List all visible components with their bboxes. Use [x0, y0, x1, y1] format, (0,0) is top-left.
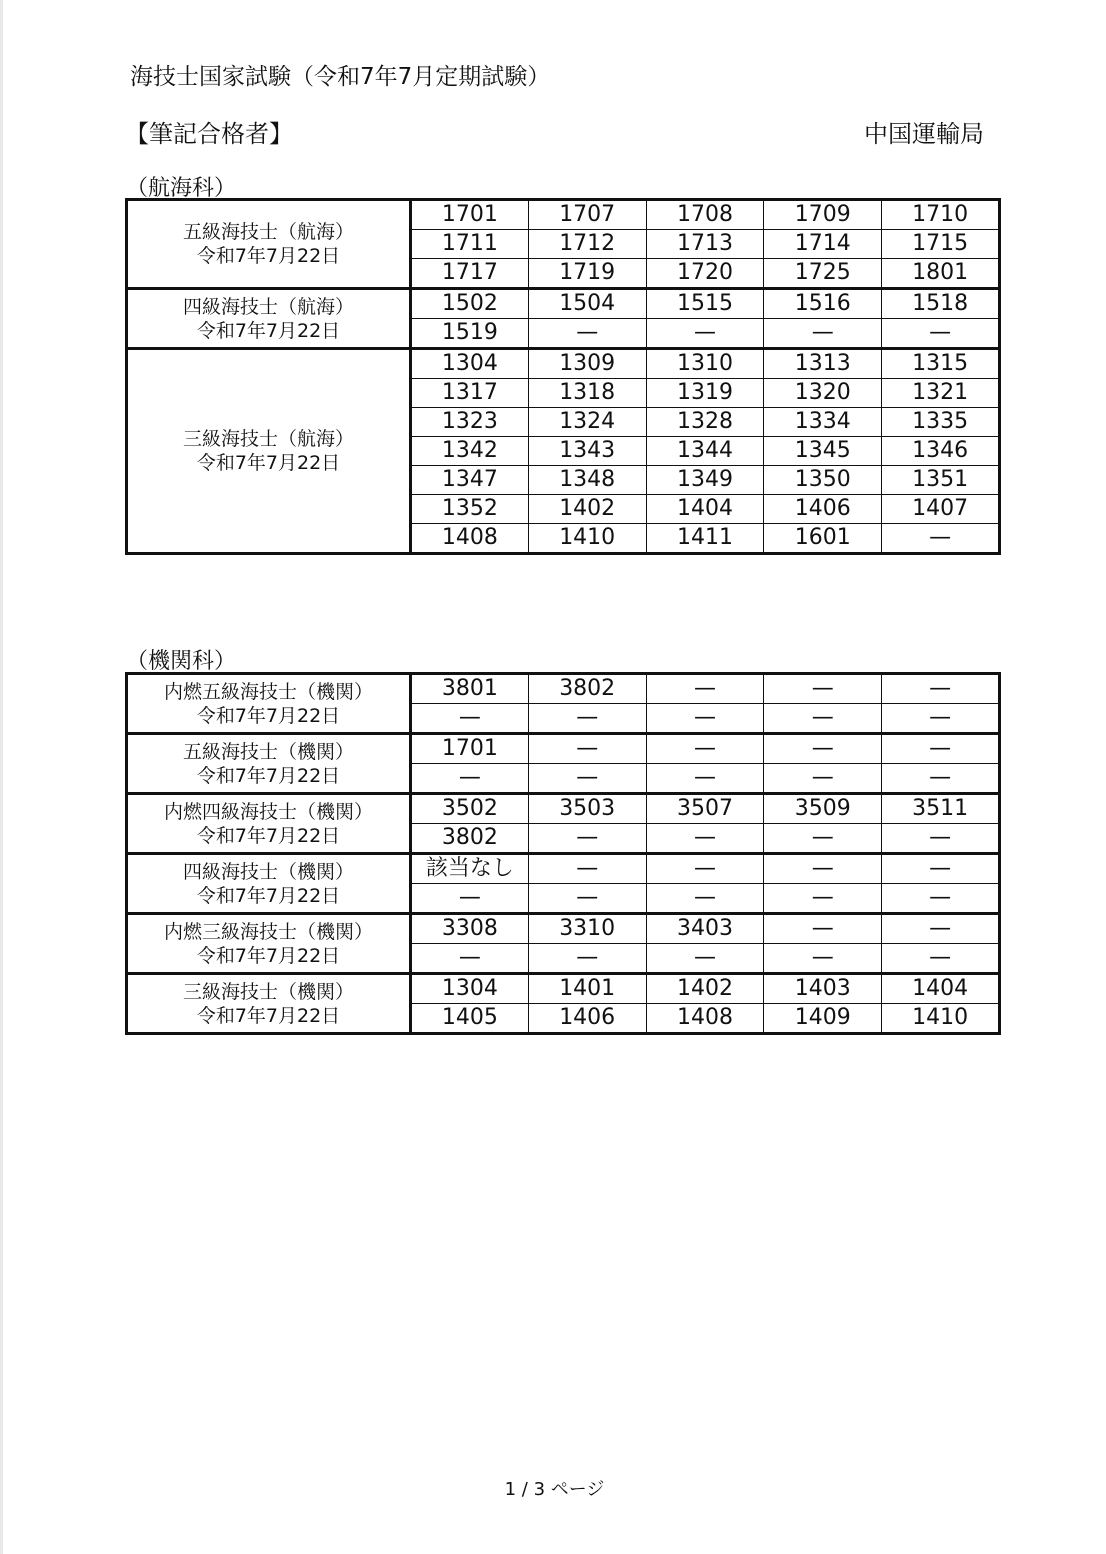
exam-number-cell: — [882, 674, 1000, 704]
exam-number-cell: — [411, 944, 529, 974]
exam-number-cell: — [764, 824, 882, 854]
exam-number-cell: 1708 [646, 200, 764, 230]
exam-number-cell: — [646, 734, 764, 764]
exam-number-cell: 1516 [764, 289, 882, 319]
exam-number-cell: 1401 [528, 974, 646, 1004]
exam-number-cell: — [882, 764, 1000, 794]
exam-number-cell: — [528, 884, 646, 914]
exam-date: 令和7年7月22日 [196, 764, 341, 787]
exam-number-cell: 1406 [528, 1004, 646, 1034]
exam-number-cell: 1334 [764, 408, 882, 437]
exam-number-cell: 1304 [411, 349, 529, 379]
grade-name: 三級海技士（機関） [182, 980, 354, 1003]
exam-number-cell: — [882, 524, 1000, 554]
exam-number-cell: 1801 [882, 259, 1000, 289]
table-row [127, 674, 1000, 704]
exam-date: 令和7年7月22日 [196, 884, 341, 907]
exam-number-cell: 1343 [528, 437, 646, 466]
exam-number-cell: — [764, 944, 882, 974]
exam-number-cell: 1515 [646, 289, 764, 319]
exam-number-cell: 1502 [411, 289, 529, 319]
grade-name: 四級海技士（航海） [182, 295, 354, 318]
exam-number-cell: 該当なし [411, 854, 529, 884]
exam-number-cell: 1347 [411, 466, 529, 495]
grade-cell [127, 289, 411, 349]
exam-number-cell: — [411, 704, 529, 734]
exam-number-cell: — [411, 764, 529, 794]
exam-number-cell: 1315 [882, 349, 1000, 379]
table-row [127, 914, 1000, 944]
exam-number-cell: — [764, 704, 882, 734]
issuing-bureau: 中国運輸局 [864, 120, 984, 148]
exam-number-cell: 1710 [882, 200, 1000, 230]
exam-number-cell: 1408 [411, 524, 529, 554]
exam-number-cell: 1411 [646, 524, 764, 554]
exam-number-cell: 1601 [764, 524, 882, 554]
grade-name: 三級海技士（航海） [182, 428, 354, 450]
exam-number-cell: 1719 [528, 259, 646, 289]
grade-cell [127, 674, 411, 734]
exam-number-cell: 1519 [411, 319, 529, 349]
navigation-section-label: （航海科） [126, 176, 237, 201]
exam-number-cell: 3801 [411, 674, 529, 704]
exam-number-cell: — [882, 854, 1000, 884]
exam-number-cell: — [528, 704, 646, 734]
exam-number-cell: — [646, 319, 764, 349]
exam-number-cell: — [882, 319, 1000, 349]
table-row [127, 349, 1000, 379]
exam-number-cell: — [528, 764, 646, 794]
exam-number-cell: — [646, 824, 764, 854]
navigation-results-table [125, 198, 1001, 555]
exam-number-cell: — [764, 734, 882, 764]
exam-number-cell: — [764, 764, 882, 794]
exam-number-cell: 3511 [882, 794, 1000, 824]
exam-number-cell: 1313 [764, 349, 882, 379]
exam-number-cell: 1402 [646, 974, 764, 1004]
exam-number-cell: 1410 [882, 1004, 1000, 1034]
grade-cell [127, 794, 411, 854]
table-row [127, 794, 1000, 824]
exam-number-cell: 1707 [528, 200, 646, 230]
exam-number-cell: 1318 [528, 379, 646, 408]
exam-number-cell: — [882, 944, 1000, 974]
grade-name: 内燃三級海技士（機関） [163, 920, 373, 943]
exam-number-cell: 1309 [528, 349, 646, 379]
exam-number-cell: 1317 [411, 379, 529, 408]
exam-number-cell: — [882, 884, 1000, 914]
exam-number-cell: — [646, 704, 764, 734]
exam-number-cell: 1321 [882, 379, 1000, 408]
exam-number-cell: — [882, 704, 1000, 734]
exam-number-cell: 1310 [646, 349, 764, 379]
exam-number-cell: 3802 [411, 824, 529, 854]
exam-number-cell: 1701 [411, 734, 529, 764]
exam-number-cell: 1350 [764, 466, 882, 495]
exam-number-cell: — [882, 824, 1000, 854]
exam-number-cell: 1349 [646, 466, 764, 495]
grade-cell [127, 854, 411, 914]
exam-number-cell: 3507 [646, 794, 764, 824]
exam-number-cell: — [528, 824, 646, 854]
grade-cell [127, 349, 411, 554]
table-row [127, 200, 1000, 230]
exam-number-cell: 1717 [411, 259, 529, 289]
exam-date: 令和7年7月22日 [196, 319, 341, 342]
exam-number-cell: 1408 [646, 1004, 764, 1034]
page-number: 1 / 3 ページ [504, 1479, 605, 1500]
exam-number-cell: 3502 [411, 794, 529, 824]
exam-number-cell: 1405 [411, 1004, 529, 1034]
exam-number-cell: 1342 [411, 437, 529, 466]
table-row [127, 289, 1000, 319]
exam-number-cell: — [411, 884, 529, 914]
exam-date: 令和7年7月22日 [196, 824, 341, 847]
table-row [127, 734, 1000, 764]
exam-number-cell: 1407 [882, 495, 1000, 524]
exam-number-cell: 1725 [764, 259, 882, 289]
exam-number-cell: — [646, 674, 764, 704]
exam-number-cell: 1304 [411, 974, 529, 1004]
exam-number-cell: 3509 [764, 794, 882, 824]
grade-name: 内燃五級海技士（機関） [163, 680, 373, 703]
grade-name: 五級海技士（航海） [182, 221, 354, 243]
grade-cell [127, 914, 411, 974]
exam-number-cell: — [528, 319, 646, 349]
exam-number-cell: 1348 [528, 466, 646, 495]
exam-number-cell: 1701 [411, 200, 529, 230]
exam-number-cell: 1709 [764, 200, 882, 230]
grade-name: 五級海技士（機関） [182, 740, 354, 763]
exam-number-cell: 1402 [528, 495, 646, 524]
exam-date: 令和7年7月22日 [196, 452, 341, 474]
exam-number-cell: — [646, 764, 764, 794]
document-page [3, 0, 1106, 1554]
exam-number-cell: 1335 [882, 408, 1000, 437]
exam-number-cell: 1324 [528, 408, 646, 437]
exam-number-cell: — [646, 944, 764, 974]
document-title: 海技士国家試験（令和7年7月定期試験） [130, 64, 551, 90]
exam-number-cell: 1714 [764, 230, 882, 259]
exam-number-cell: 1351 [882, 466, 1000, 495]
exam-number-cell: — [764, 914, 882, 944]
exam-number-cell: 1404 [882, 974, 1000, 1004]
grade-cell [127, 974, 411, 1034]
engineering-results-table [125, 672, 1001, 1035]
exam-number-cell: 1409 [764, 1004, 882, 1034]
exam-number-cell: 1328 [646, 408, 764, 437]
exam-number-cell: 1320 [764, 379, 882, 408]
exam-number-cell: 3503 [528, 794, 646, 824]
exam-number-cell: — [882, 734, 1000, 764]
table-row [127, 974, 1000, 1004]
exam-number-cell: 1403 [764, 974, 882, 1004]
exam-number-cell: 3802 [528, 674, 646, 704]
exam-number-cell: 1346 [882, 437, 1000, 466]
exam-number-cell: — [528, 734, 646, 764]
table-row [127, 854, 1000, 884]
exam-number-cell: 1406 [764, 495, 882, 524]
exam-number-cell: — [528, 854, 646, 884]
grade-cell [127, 734, 411, 794]
exam-date: 令和7年7月22日 [196, 704, 341, 727]
exam-number-cell: 1345 [764, 437, 882, 466]
exam-number-cell: — [882, 914, 1000, 944]
grade-cell [127, 200, 411, 289]
grade-name: 内燃四級海技士（機関） [163, 800, 373, 823]
exam-number-cell: 1711 [411, 230, 529, 259]
exam-number-cell: 1518 [882, 289, 1000, 319]
exam-number-cell: 1410 [528, 524, 646, 554]
exam-date: 令和7年7月22日 [196, 944, 341, 967]
exam-number-cell: 1504 [528, 289, 646, 319]
exam-number-cell: 1720 [646, 259, 764, 289]
exam-number-cell: — [764, 674, 882, 704]
exam-number-cell: 3308 [411, 914, 529, 944]
exam-number-cell: 1352 [411, 495, 529, 524]
exam-number-cell: 1715 [882, 230, 1000, 259]
exam-date: 令和7年7月22日 [196, 1004, 341, 1027]
exam-number-cell: 1319 [646, 379, 764, 408]
exam-number-cell: 3403 [646, 914, 764, 944]
document-subtitle: 【筆記合格者】 [125, 120, 293, 148]
exam-number-cell: — [646, 854, 764, 884]
exam-number-cell: 1344 [646, 437, 764, 466]
exam-number-cell: — [764, 884, 882, 914]
exam-number-cell: — [764, 854, 882, 884]
exam-number-cell: — [646, 884, 764, 914]
grade-name: 四級海技士（機関） [182, 860, 354, 883]
exam-number-cell: — [764, 319, 882, 349]
engineering-section-label: （機関科） [126, 649, 237, 674]
exam-number-cell: 1323 [411, 408, 529, 437]
exam-number-cell: 3310 [528, 914, 646, 944]
exam-number-cell: 1712 [528, 230, 646, 259]
exam-date: 令和7年7月22日 [196, 245, 341, 267]
exam-number-cell: 1713 [646, 230, 764, 259]
exam-number-cell: 1404 [646, 495, 764, 524]
exam-number-cell: — [528, 944, 646, 974]
